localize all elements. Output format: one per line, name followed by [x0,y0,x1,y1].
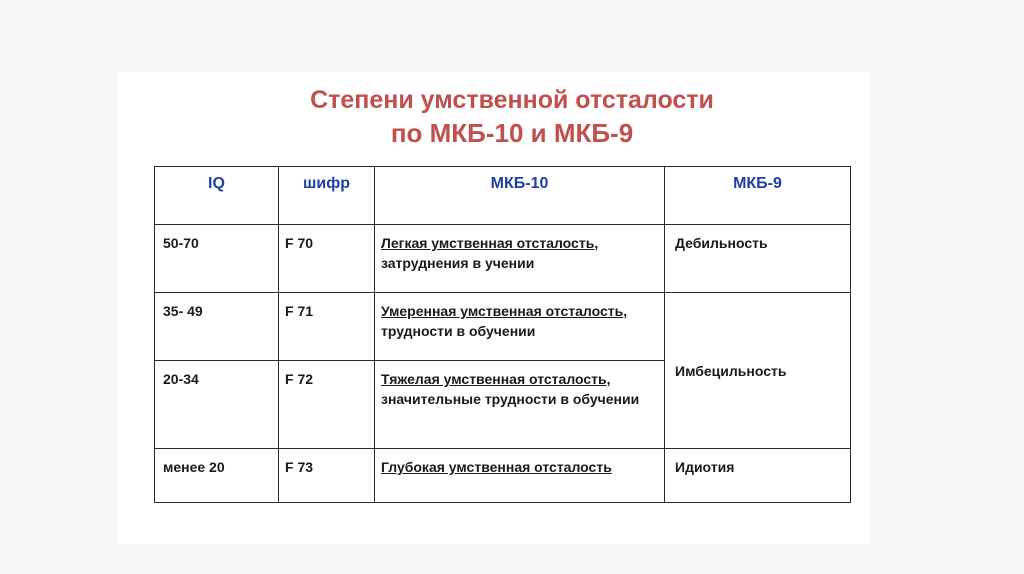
classification-table [154,166,851,503]
title-line-1: Степени умственной отсталости [310,86,714,114]
cell-code: F 73 [279,449,375,503]
slide-title [0,84,1024,150]
cell-icd9-merged: Имбецильность [665,293,851,449]
cell-code: F 70 [279,225,375,293]
cell-icd10 [375,449,665,503]
header-code: шифр [279,167,375,225]
header-icd10: МКБ-10 [375,167,665,225]
icd10-term: Тяжелая умственная отсталость [381,371,607,387]
icd10-description: , значительные трудности в обучении [381,371,640,407]
title-line-2: по МКБ-10 и МКБ-9 [390,118,634,148]
cell-icd10 [375,225,665,293]
table-row [155,449,851,503]
cell-iq: 35- 49 [155,293,279,361]
table-header-row [155,167,851,225]
cell-icd10 [375,293,665,361]
icd10-term: Глубокая умственная отсталость [381,459,612,475]
cell-icd10 [375,361,665,449]
cell-icd9: Идиотия [665,449,851,503]
table-row [155,293,851,361]
icd10-term: Умеренная умственная отсталость [381,303,624,319]
cell-iq: 50-70 [155,225,279,293]
cell-iq: менее 20 [155,449,279,503]
cell-icd9: Дебильность [665,225,851,293]
icd10-description: , трудности в обучении [381,303,628,339]
icd10-description: , затруднения в учении [381,235,599,271]
header-iq: IQ [155,167,279,225]
cell-code: F 72 [279,361,375,449]
table-row [155,225,851,293]
cell-iq: 20-34 [155,361,279,449]
icd10-term: Легкая умственная отсталость [381,235,595,251]
header-icd9: МКБ-9 [665,167,851,225]
cell-code: F 71 [279,293,375,361]
